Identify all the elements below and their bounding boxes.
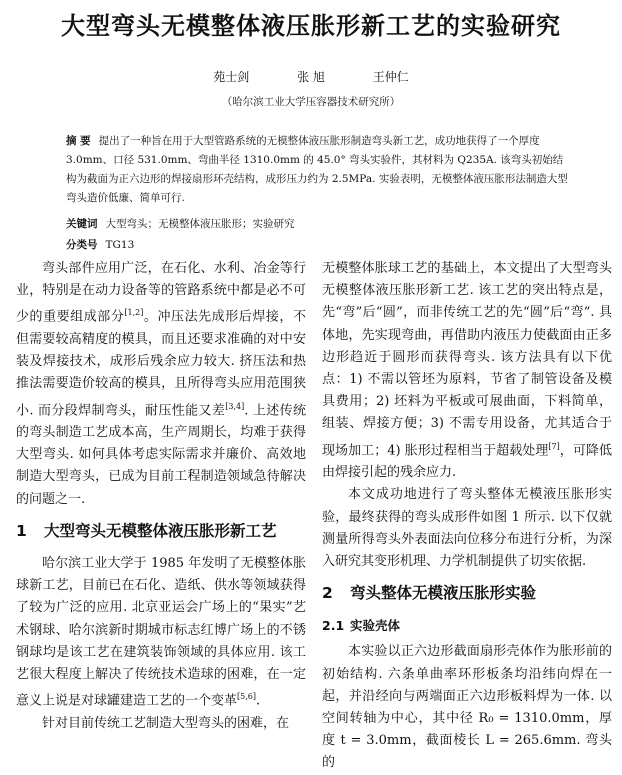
section-1-paragraph-3: 本文成功地进行了弯头整体无模液压胀形实验，最终获得的弯头成形件如图 1 所示. 以下仅就测量所得弯头外表面法向位移分布进行分析，为深入研究其变形机理、力学机制提供了切实依据. (322, 487, 612, 569)
classification-label: 分类号 (66, 239, 98, 251)
right-column (322, 258, 612, 775)
section-1-paragraph-1: 哈尔滨工业大学于 1985 年发明了无模整体胀球新工艺，目前已在石化、造纸、供水等领域获得了较为广泛的应用. 北京亚运会广场上的“果实”艺术钢球、哈尔滨新时期城市标志红博广场上的不锈钢球均是该工艺在建筑装饰领域的具体应用. 该工艺很大程度上解决了传统技术造球的困难，在一定意义上说是对球罐建造工艺的一个变革[5,6]. (16, 555, 306, 709)
paper-title: 大型弯头无模整体液压胀形新工艺的实验研究 (61, 12, 561, 40)
section-1-title: 大型弯头无模整体液压胀形新工艺 (44, 521, 277, 540)
section-1-heading (16, 521, 306, 541)
abstract-text: 提出了一种旨在用于大型管路系统的无模整体液压胀形制造弯头新工艺，成功地获得了一个厚度 3.0mm、口径 531.0mm、弯曲半径 1310.0mm 的 45.0° 弯头实验件，其材料为 Q235A. 该弯头初始结构为截面为正六边形的焊接扇形环壳结构，成形压力约为 2.5MPa. 实验表明，无模整体液压胀形法制造大型弯头造价低廉、简单可行. (66, 135, 568, 204)
classification-line (66, 237, 134, 252)
author-2: 张 旭 (297, 70, 325, 84)
author-list (0, 68, 622, 85)
section-1-paragraph-2: 针对目前传统工艺制造大型弯头的困难，在 (42, 715, 290, 731)
abstract-label: 摘 要 (66, 135, 91, 147)
section-2-1-number: 2.1 (322, 618, 345, 634)
affiliation: （哈尔滨工业大学压容器技术研究所） (221, 96, 401, 108)
author-1: 苑士剑 (213, 70, 250, 84)
keywords-label: 关键词 (66, 218, 98, 230)
section-2-number: 2 (322, 584, 333, 603)
section-2-heading (322, 583, 612, 603)
section-1-number: 1 (16, 521, 27, 540)
section-2-1-heading (322, 615, 612, 637)
classification-text: TG13 (105, 239, 135, 251)
author-3: 王仲仁 (372, 70, 409, 84)
abstract-block (66, 132, 568, 208)
section-2-title: 弯头整体无模液压胀形实验 (350, 584, 537, 603)
intro-paragraph: 弯头部件应用广泛，在石化、水利、冶金等行业，特别是在动力设备等的管路系统中都是必不可少的重要组成部分[1,2]。冲压法先成形后焊接，不但需要较高精度的模具，而且还要求准确的对中安装及焊接技术，成形后残余应力较大. 挤压法和热推法需要造价较高的模具，且所得弯头应用范围狭小. 而分段焊制弯头，耐压性能又差[3,4]. 上述传统的弯头制造工艺成本高，生产周期长，均难于获得大型弯头. 如何具体考虑实际需求并廉价、高效地制造大型弯头，已成为目前工程制造领域急待解决的问题之一. (16, 261, 306, 507)
left-column (16, 258, 306, 735)
section-2-1-paragraph: 本实验以正六边形截面扇形壳体作为胀形前的初始结构. 六条单曲率环形板条均沿纬向焊在一起，并沿经向与两端面正六边形板料焊为一体. 以空间转轴为中心，其中径 R₀ = 1310.0mm，厚度 t = 3.0mm，截面棱长 L = 265.6mm. 弯头的 (322, 644, 612, 771)
section-2-1-title: 实验壳体 (350, 618, 401, 634)
keywords-line (66, 216, 295, 231)
section-1-paragraph-2-cont: 无模整体胀球工艺的基础上，本文提出了大型弯头无模整体液压胀形新工艺. 该工艺的突出特点是，先“弯”后“圆”，而非传统工艺的先“圆”后“弯”. 具体地，先实现弯曲，再借助内液压力使截面由正多边形趋近于圆形而获得弯头. 该方法具有以下优点：1) 不需以管坯为原料，节省了制管设备及模具费用；2) 坯料为平板或可展曲面，下料简单，组装、焊接方便；3) 不需专用设备，尤其适合于现场加工；4) 胀形过程相当于超载处理[7]，可降低由焊接引起的残余应力. (322, 261, 612, 481)
keywords-text: 大型弯头；无模整体液压胀形；实验研究 (105, 218, 295, 230)
